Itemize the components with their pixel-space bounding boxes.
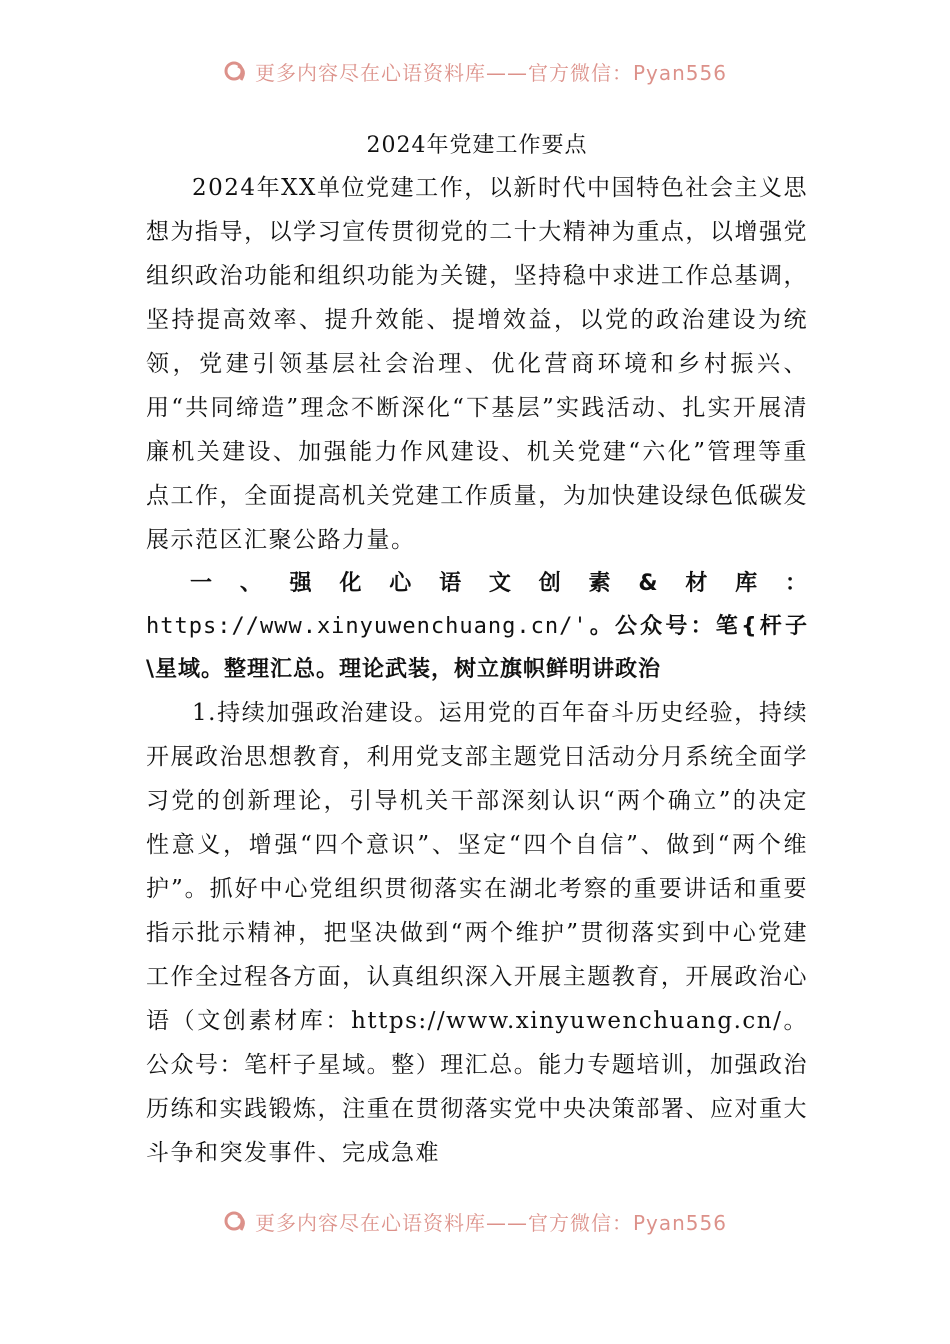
logo-icon — [223, 1210, 249, 1232]
watermark-text: 更多内容尽在心语资料库——官方微信：Pyan556 — [254, 60, 727, 85]
section-heading-url: https://www.xinyuwenchuang.cn/' — [146, 614, 588, 639]
section-heading-1 — [146, 562, 808, 691]
section-heading-prefix: 一、强化心语文创素&材库： — [190, 571, 808, 596]
document-body — [146, 126, 808, 1175]
watermark-footer — [0, 1206, 950, 1236]
section-heading-suffix: 。公众号：笔{杆子\星域。整理汇总。理论武装，树立旗帜鲜明讲政治 — [146, 614, 808, 682]
logo-icon — [223, 60, 249, 82]
document-title: 2024年党建工作要点 — [366, 133, 588, 158]
intro-paragraph: 2024年XX单位党建工作，以新时代中国特色社会主义思想为指导，以学习宣传贯彻党的二十大精神为重点，以增强党组织政治功能和组织功能为关键，坚持稳中求进工作总基调，坚持提高效率、提升效能、提增效益，以党的政治建设为统领，党建引领基层社会治理、优化营商环境和乡村振兴、用“共同缔造”理念不断深化“下基层”实践活动、扎实开展清廉机关建设、加强能力作风建设、机关党建“六化”管理等重点工作，全面提高机关党建工作质量，为加快建设绿色低碳发展示范区汇聚公路力量。 — [146, 175, 808, 553]
watermark-header — [0, 56, 950, 86]
watermark-text: 更多内容尽在心语资料库——官方微信：Pyan556 — [254, 1210, 727, 1235]
item-paragraph-1: 1.持续加强政治建设。运用党的百年奋斗历史经验，持续开展政治思想教育，利用党支部主题党日活动分月系统全面学习党的创新理论，引导机关干部深刻认识“两个确立”的决定性意义，增强“四个意识”、坚定“四个自信”、做到“两个维护”。抓好中心党组织贯彻落实在湖北考察的重要讲话和重要指示批示精神，把坚决做到“两个维护”贯彻落实到中心党建工作全过程各方面，认真组织深入开展主题教育，开展政治心语（文创素材库：https://www.xinyuwenchuang.cn/。公众号：笔杆子星域。整）理汇总。能力专题培训，加强政治历练和实践锻炼，注重在贯彻落实党中央决策部署、应对重大斗争和突发事件、完成急难 — [146, 700, 808, 1166]
